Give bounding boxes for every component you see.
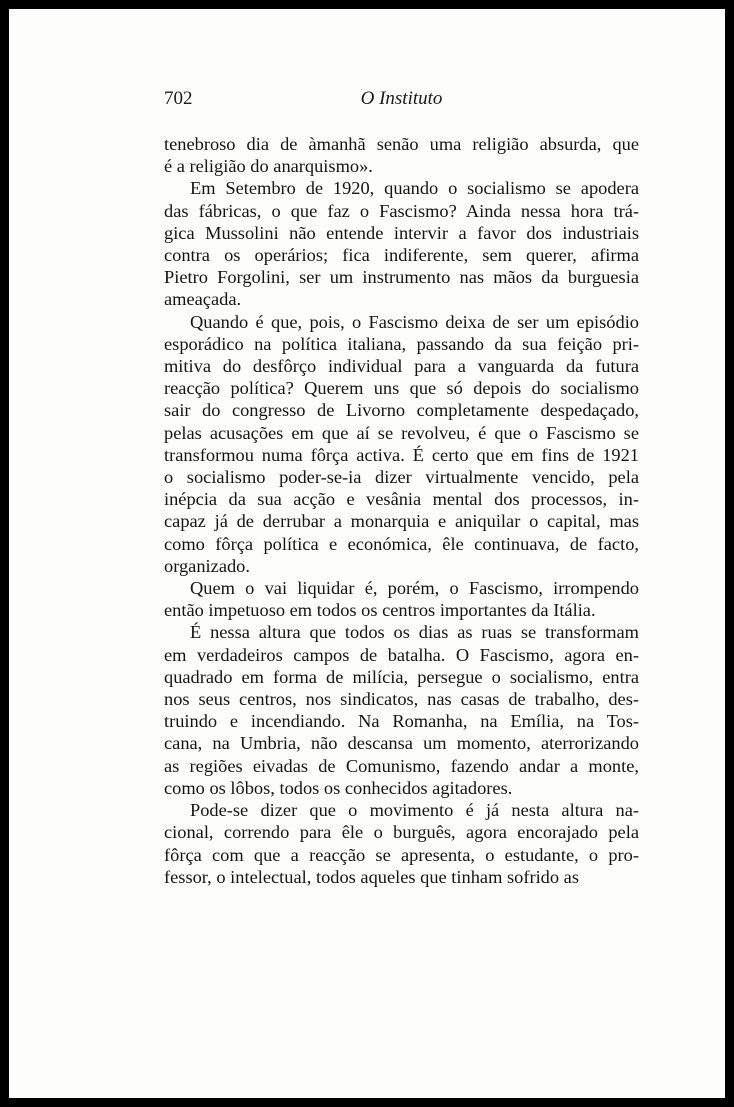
- text-body: [164, 133, 639, 888]
- text-line: gica Mussolini não entende intervir a favor dos industriais: [164, 222, 639, 243]
- text-line: como os lôbos, todos os conhecidos agitadores.: [164, 777, 513, 798]
- text-line: as regiões eivadas de Comunismo, fazendo andar a monte,: [164, 755, 639, 776]
- paragraph: [164, 311, 639, 577]
- text-line: capaz já de derrubar a monarquia e aniquilar o capital, mas: [164, 511, 639, 532]
- text-line: das fábricas, o que faz o Fascismo? Ainda nessa hora trá-: [164, 200, 639, 221]
- text-line: reacção política? Querem uns que só depois do socialismo: [164, 378, 639, 399]
- paragraph: [164, 799, 639, 888]
- text-line: truindo e incendiando. Na Romanha, na Emília, na Tos-: [164, 711, 639, 732]
- text-line: É nessa altura que todos os dias as ruas se transformam: [190, 622, 639, 643]
- text-line: mitiva do desfôrço individual para a vanguarda da futura: [164, 356, 639, 377]
- page-number: 702: [164, 88, 193, 109]
- paragraph-continuation: [164, 133, 639, 177]
- text-line: contra os operários; fica indiferente, sem querer, afirma: [164, 245, 639, 266]
- text-line: transformou numa fôrça activa. É certo que em fins de 1921: [164, 444, 639, 465]
- text-line: ameaçada.: [164, 289, 242, 310]
- paragraph: [164, 577, 639, 621]
- text-line: fessor, o intelectual, todos aqueles que tinham sofrido as: [164, 866, 579, 887]
- text-line: tenebroso dia de àmanhã senão uma religião absurda, que: [164, 134, 639, 154]
- text-line: sair do congresso de Livorno completamente despedaçado,: [164, 400, 639, 421]
- text-line: Quem o vai liquidar é, porém, o Fascismo, irrompendo: [190, 578, 639, 599]
- text-line: cana, na Umbria, não descansa um momento, aterrorizando: [164, 733, 639, 754]
- page-header: [164, 88, 639, 114]
- text-line: inépcia da sua acção e vesânia mental dos processos, in-: [164, 489, 639, 510]
- text-line: o socialismo poder-se-ia dizer virtualmente vencido, pela: [164, 467, 639, 488]
- text-line: cional, correndo para êle o burguês, agora encorajado pela: [164, 822, 639, 843]
- text-line: organizado.: [164, 555, 250, 576]
- text-line: Quando é que, pois, o Fascismo deixa de ser um episódio: [190, 311, 639, 332]
- book-page: [9, 9, 725, 1098]
- text-line: esporádico na política italiana, passando da sua feição pri-: [164, 333, 639, 354]
- text-line: então impetuoso em todos os centros importantes da Itália.: [164, 600, 596, 621]
- running-title: O Instituto: [360, 88, 443, 109]
- paragraph: [164, 177, 639, 310]
- text-line: quadrado em forma de milícia, persegue o socialismo, entra: [164, 666, 639, 687]
- text-line: Em Setembro de 1920, quando o socialismo se apodera: [190, 178, 639, 199]
- text-line: fôrça com que a reacção se apresenta, o estudante, o pro-: [164, 844, 639, 865]
- text-line: pelas acusações em que aí se revolveu, é que o Fascismo se: [164, 422, 639, 443]
- text-line: Pode-se dizer que o movimento é já nesta altura na-: [190, 800, 639, 821]
- text-line: Pietro Forgolini, ser um instrumento nas mãos da burguesia: [164, 267, 639, 288]
- text-line: em verdadeiros campos de batalha. O Fascismo, agora en-: [164, 644, 639, 665]
- paragraph: [164, 621, 639, 799]
- text-line: como fôrça política e económica, êle continuava, de facto,: [164, 533, 639, 554]
- text-line: nos seus centros, nos sindicatos, nas casas de trabalho, des-: [164, 689, 639, 710]
- text-line: é a religião do anarquismo».: [164, 156, 373, 177]
